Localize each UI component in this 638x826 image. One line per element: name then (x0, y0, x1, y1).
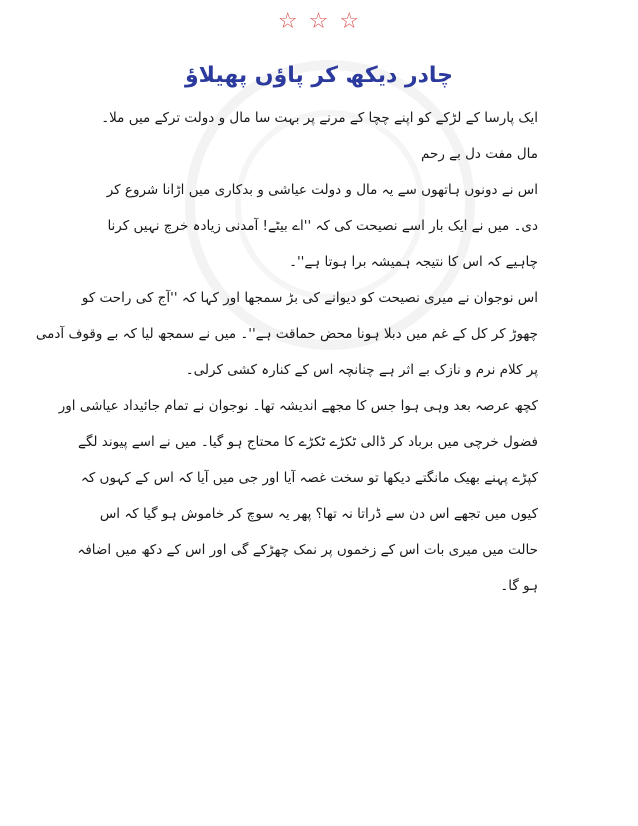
text-line: پر کلام نرم و نازک بے اثر ہے چنانچہ اس کے کنارہ کشی کرلی۔ (185, 362, 538, 378)
text-line: ہو گا۔ (500, 578, 538, 594)
text-line-heading: مال مفت دل بے رحم (421, 146, 538, 162)
text-line: چاہیے کہ اس کا نتیجہ ہمیشہ برا ہوتا ہے''۔ (289, 254, 538, 270)
star-icon: ☆ (308, 9, 330, 34)
paragraph-4 (58, 392, 538, 608)
star-icon: ☆ (339, 9, 361, 34)
text-line: اس نے دونوں ہاتھوں سے یہ مال و دولت عیاشی و بدکاری میں اڑانا شروع کر (106, 182, 538, 198)
text-line: اس نوجوان نے میری نصیحت کو دیوانے کی بڑ سمجھا اور کہا کہ ''آج کی راحت کو (81, 290, 538, 306)
text-line: دی۔ میں نے ایک بار اسے نصیحت کی کہ ''اے بیٹے! آمدنی زیادہ خرچ نہیں کرنا (107, 218, 538, 234)
paragraph-3 (35, 284, 538, 392)
text-line: حالت میں میری بات اس کے زخموں پر نمک چھڑکے گی اور اس کے دکھ میں اضافہ (77, 542, 538, 558)
text-line: چھوڑ کر کل کے غم میں دبلا ہونا محض حماقت ہے''۔ میں نے سمجھ لیا کہ بے وقوف آدمی (35, 326, 538, 342)
story-title: چادر دیکھ کر پاؤں پھیلاؤ (184, 63, 453, 88)
text-line: ایک پارسا کے لڑکے کو اپنے چچا کے مرنے پر بہت سا مال و دولت ترکے میں ملا۔ (101, 110, 538, 126)
text-line: کپڑے پہنے بھیک مانگتے دیکھا تو سخت غصہ آیا اور جی میں آیا کہ اس کے کہوں کہ (80, 470, 538, 486)
paragraph-1 (101, 104, 538, 176)
star-icon: ☆ (277, 9, 299, 34)
story-body (35, 104, 538, 608)
text-line: فضول خرچی میں برباد کر ڈالی ٹکڑے ٹکڑے کا محتاج ہو گیا۔ میں نے اسے پیوند لگے (78, 434, 538, 450)
paragraph-2 (106, 176, 538, 284)
text-line: کچھ عرصہ بعد وہی ہوا جس کا مجھے اندیشہ تھا۔ نوجوان نے تمام جائیداد عیاشی اور (58, 398, 538, 414)
decorative-stars (0, 10, 638, 34)
text-line: کیوں میں تجھے اس دن سے ڈراتا نہ تھا؟ پھر یہ سوچ کر خاموش ہو گیا کہ اس (99, 506, 538, 522)
